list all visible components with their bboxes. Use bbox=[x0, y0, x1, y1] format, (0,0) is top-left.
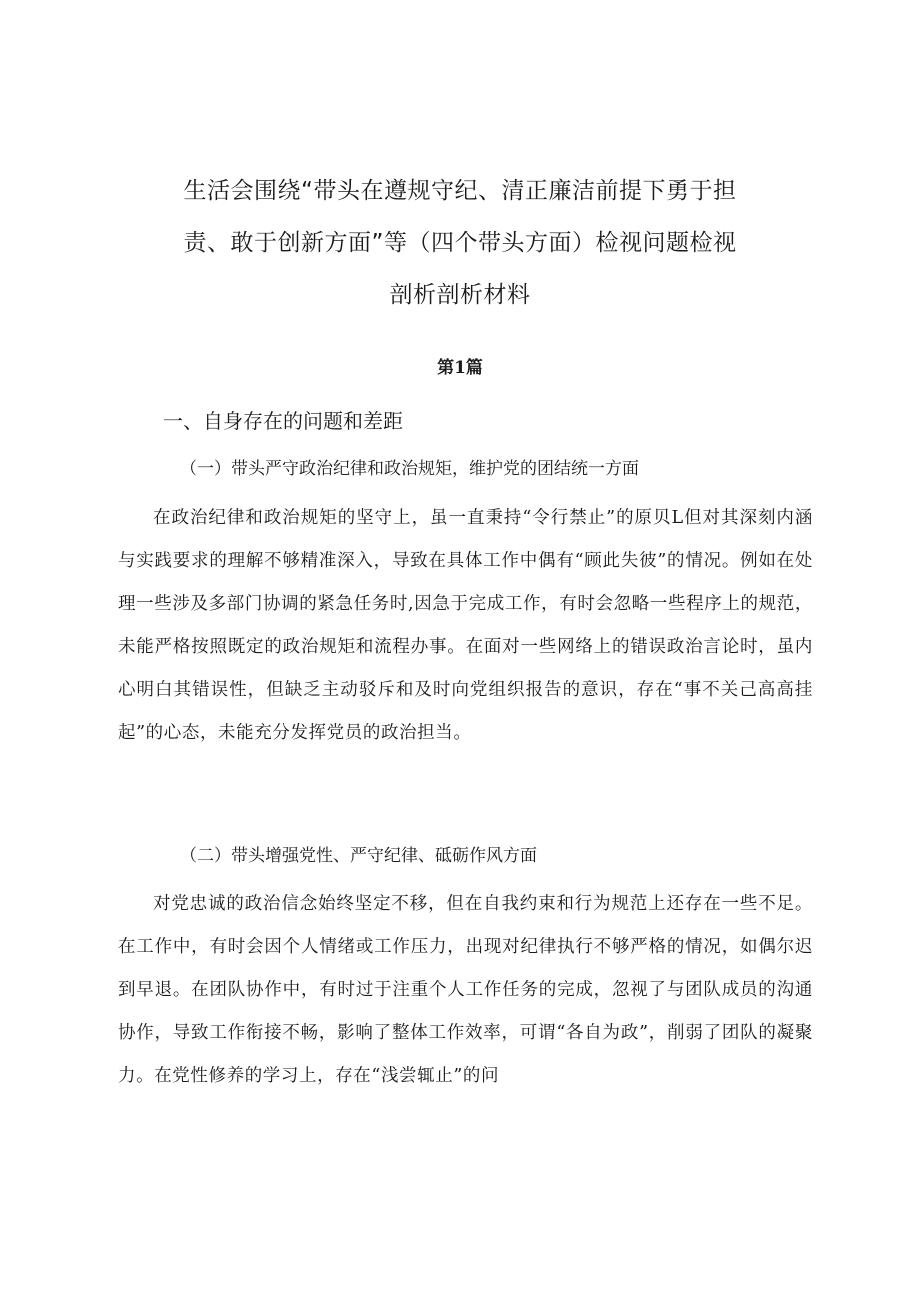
title-line-2: 责、敢于创新方面”等（四个带头方面）检视问题检视 bbox=[183, 230, 737, 256]
title-line-3: 剖析剖析材料 bbox=[389, 282, 531, 308]
section-heading: 一、自身存在的问题和差距 bbox=[163, 409, 403, 433]
title-line-1: 生活会围绕“带头在遵规守纪、清正廉洁前提下勇于担 bbox=[183, 178, 737, 204]
subsection-heading-1: （一）带头严守政治纪律和政治规矩，维护党的团结统一方面 bbox=[180, 459, 639, 479]
paragraph-2: 对党忠诚的政治信念始终坚定不移，但在自我约束和行为规范上还存在一些不足。在工作中，有时会因个人情绪或工作压力，出现对纪律执行不够严格的情况，如偶尔迟到早退。在团队协作中，有时过于注重个人工作任务的完成，忽视了与团队成员的沟通协作，导致工作衔接不畅，影响了整体工作效率，可谓“各自为政”，削弱了团队的凝聚力。在党性修养的学习上，存在“浅尝辄止”的问 bbox=[118, 894, 813, 1086]
chapter-label: 第1篇 bbox=[437, 358, 483, 378]
document-title bbox=[180, 165, 740, 321]
subsection-heading-2: （二）带头增强党性、严守纪律、砥砺作风方面 bbox=[180, 846, 537, 866]
paragraph-1: 在政治纪律和政治规矩的坚守上，虽一直秉持“令行禁止”的原贝L但对其深刻内涵与实践要求的理解不够精准深入，导致在具体工作中偶有“顾此失彼”的情况。例如在处理一些涉及多部门协调的紧急任务时,因急于完成工作，有时会忽略一些程序上的规范，未能严格按照既定的政治规矩和流程办事。在面对一些网络上的错误政治言论时，虽内心明白其错误性，但缺乏主动驳斥和及时向党组织报告的意识，存在“事不关己高高挂起”的心态，未能充分发挥党员的政治担当。 bbox=[118, 508, 813, 743]
